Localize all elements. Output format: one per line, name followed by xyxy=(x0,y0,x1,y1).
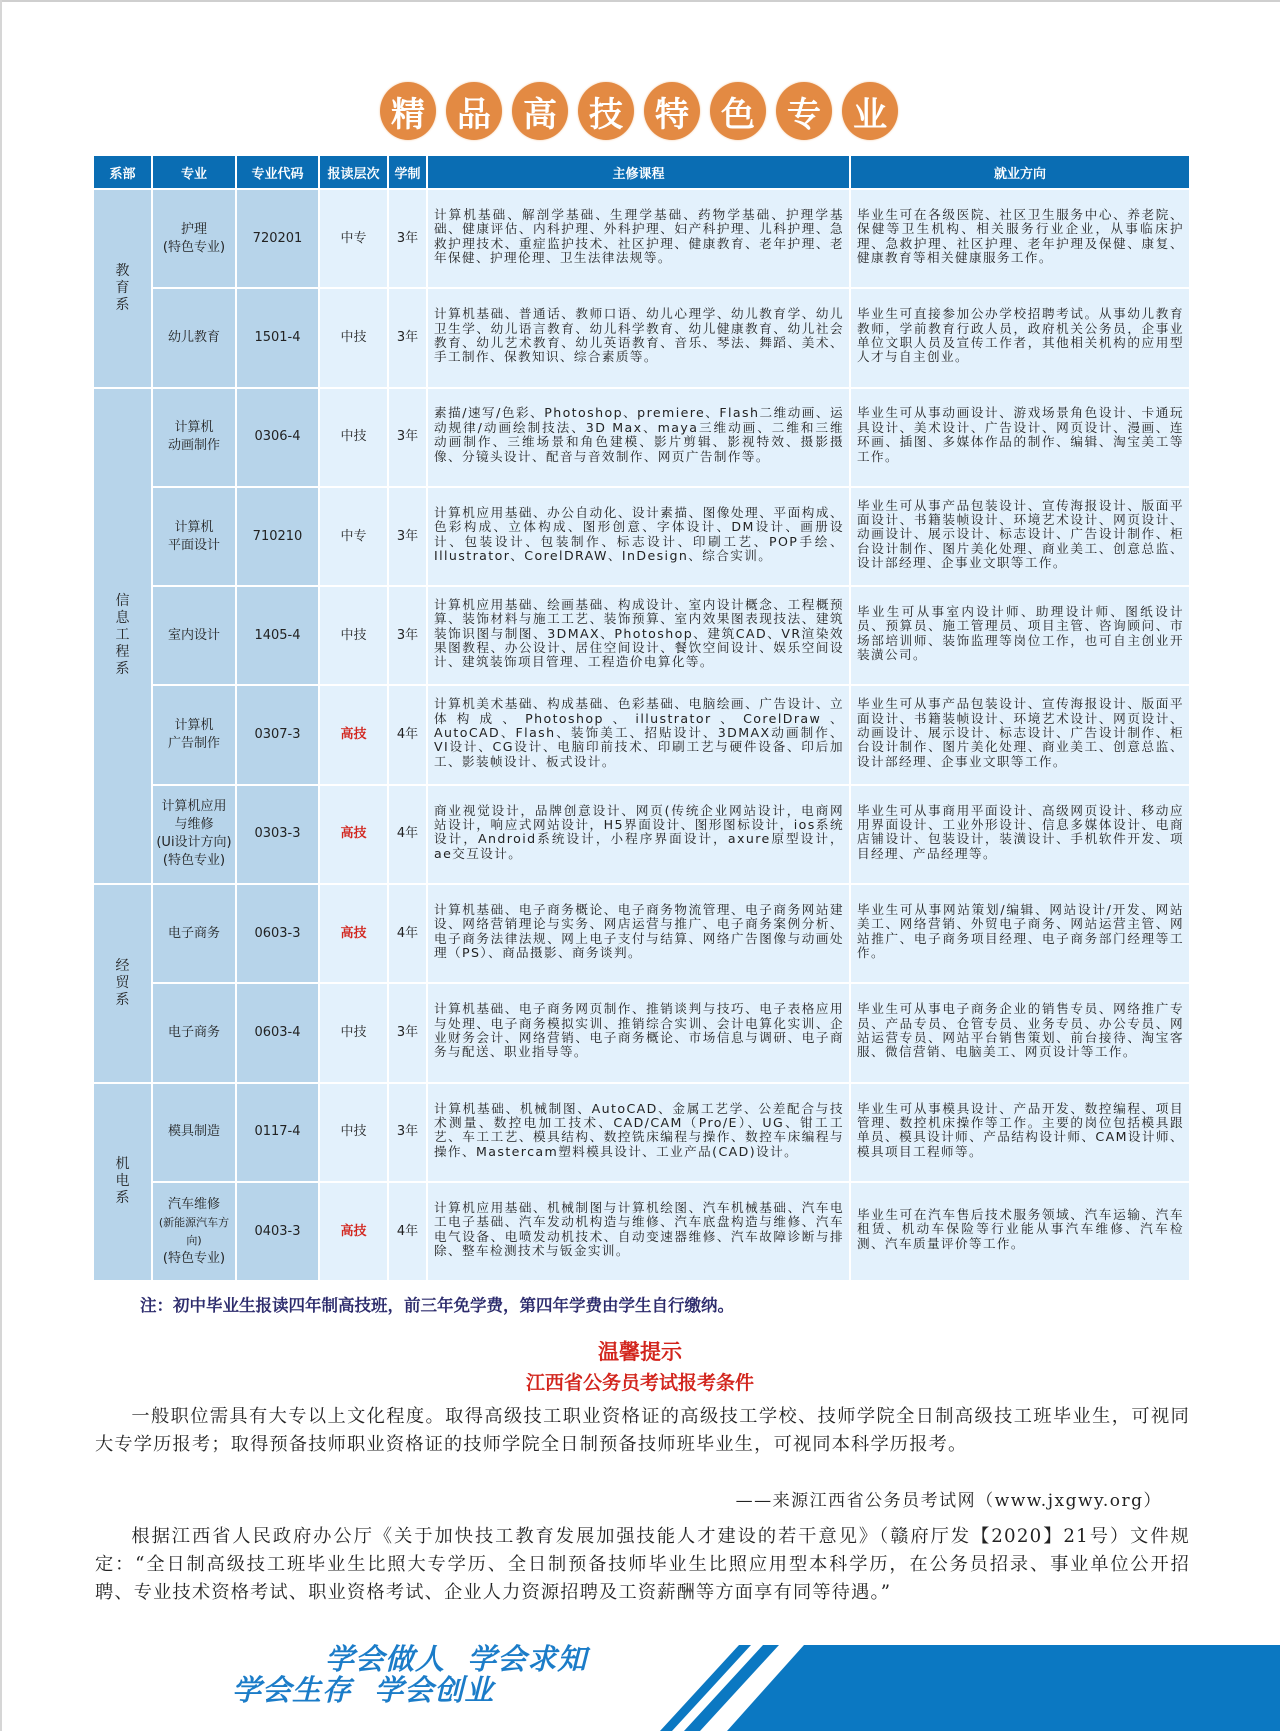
courses-cell: 素描/速写/色彩、Photoshop、premiere、Flash二维动画、运动规律/动画绘制技法、3D Max、maya三维动画、二维和三维动画制作、三维场景和角色建模、影片剪辑、影视特效、摄影摄像、分镜头设计、配音与音效制作、网页广告制作等。 xyxy=(427,388,850,487)
years-cell: 3年 xyxy=(388,487,427,586)
table-row xyxy=(93,586,1190,685)
tips-title: 温馨提示 xyxy=(598,1340,682,1364)
department-cell xyxy=(93,1083,152,1282)
major-name-line: (特色专业) xyxy=(162,239,226,255)
table-row xyxy=(93,1083,1190,1182)
major-code-cell: 0306-4 xyxy=(236,388,319,487)
jobs-cell: 毕业生可直接参加公办学校招聘考试。从事幼儿教育教师，学前教育行政人员，政府机关公务员，企事业单位文职人员及宣传工作者，其他相关机构的应用型人才与自主创业。 xyxy=(850,288,1190,387)
tips-paragraph-1: 一般职位需具有大专以上文化程度。取得高级技工职业资格证的高级技工学校、技师学院全日制高级技工班毕业生，可视同大专学历报考；取得预备技师职业资格证的技师学院全日制预备技师班毕业生，可视同本科学历报考。 xyxy=(95,1406,1190,1455)
table-row xyxy=(93,1182,1190,1281)
department-name: 信息工程系 xyxy=(115,593,130,678)
courses-cell: 计算机基础、电子商务概论、电子商务物流管理、电子商务网站建设、网络营销理论与实务、网店运营与推广、电子商务案例分析、电子商务法律法规、网上电子支付与结算、网络广告图像与动画处理（PS）、商品摄影、商务谈判。 xyxy=(427,884,850,983)
column-header: 报读层次 xyxy=(319,156,388,189)
major-code-cell: 720201 xyxy=(236,189,319,288)
table-row xyxy=(93,388,1190,487)
years-cell: 4年 xyxy=(388,685,427,784)
major-cell xyxy=(152,685,236,784)
major-name-line: 平面设计 xyxy=(167,537,220,553)
major-name-line: (特色专业) xyxy=(162,1250,226,1266)
jobs-cell: 毕业生可从事电子商务企业的销售专员、网络推广专员、产品专员、仓管专员、业务专员、办公专员、网站运营专员、网站平台销售策划、前台接待、淘宝客服、微信营销、电脑美工、网页设计等工作。 xyxy=(850,983,1190,1082)
major-cell xyxy=(152,288,236,387)
major-code-cell: 1405-4 xyxy=(236,586,319,685)
major-code-cell: 0307-3 xyxy=(236,685,319,784)
major-cell xyxy=(152,388,236,487)
courses-cell: 计算机基础、机械制图、AutoCAD、金属工艺学、公差配合与技术测量、数控电加工技术、CAD/CAM（Pro/E）、UG、钳工工艺、车工工艺、模具结构、数控铣床编程与操作、数控车床编程与操作、Mastercam塑料模具设计、工业产品(CAD)设计。 xyxy=(427,1083,850,1182)
title-circle-char: 精 xyxy=(380,82,436,140)
courses-cell: 计算机应用基础、办公自动化、设计素描、图像处理、平面构成、色彩构成、立体构成、图形创意、字体设计、DM设计、画册设计、包装设计、包装制作、标志设计、印刷工艺、POP手绘、Illustrator、CorelDRAW、InDesign、综合实训。 xyxy=(427,487,850,586)
table-row xyxy=(93,189,1190,288)
major-code-cell: 0117-4 xyxy=(236,1083,319,1182)
courses-cell: 计算机基础、普通话、教师口语、幼儿心理学、幼儿教育学、幼儿卫生学、幼儿语言教育、幼儿科学教育、幼儿健康教育、幼儿社会教育、幼儿艺术教育、幼儿英语教育、音乐、琴法、舞蹈、美术、手工制作、保教知识、综合素质等。 xyxy=(427,288,850,387)
major-cell xyxy=(152,487,236,586)
jobs-cell: 毕业生可从事产品包装设计、宣传海报设计、版面平面设计、书籍装帧设计、环境艺术设计、网页设计、动画设计、展示设计、标志设计、广告设计制作、柜台设计制作、图片美化处理、商业美工、创意总监、设计部经理、企事业文职等工作。 xyxy=(850,685,1190,784)
years-cell: 3年 xyxy=(388,983,427,1082)
major-name-line: (特色专业) xyxy=(162,853,226,869)
title-circle-char: 高 xyxy=(512,82,568,140)
major-name-line: 电子商务 xyxy=(167,925,220,941)
major-name-line: (Ui设计方向) xyxy=(156,835,232,851)
column-header: 就业方向 xyxy=(850,156,1190,189)
column-header: 系部 xyxy=(93,156,152,189)
tips-subtitle: 江西省公务员考试报考条件 xyxy=(525,1372,754,1394)
jobs-cell: 毕业生可从事产品包装设计、宣传海报设计、版面平面设计、书籍装帧设计、环境艺术设计、网页设计、动画设计、展示设计、标志设计、广告设计制作、柜台设计制作、图片美化处理、商业美工、创意总监、设计部经理、企事业文职等工作。 xyxy=(850,487,1190,586)
courses-cell: 计算机美术基础、构成基础、色彩基础、电脑绘画、广告设计、立体构成、Photoshop、illustrator、CorelDraw、AutoCAD、Flash、装饰美工、招贴设计、3DMAX动画制作、VI设计、CG设计、电脑印前技术、印刷工艺与硬件设备、印后加工、影装帧设计、板式设计。 xyxy=(427,685,850,784)
jobs-cell: 毕业生可从事动画设计、游戏场景角色设计、卡通玩具设计、美术设计、广告设计、网页设计、漫画、连环画、插图、多媒体作品的制作、编辑、淘宝美工等工作。 xyxy=(850,388,1190,487)
band-block xyxy=(727,1645,1280,1731)
table-row xyxy=(93,288,1190,387)
column-header: 学制 xyxy=(388,156,427,189)
majors-table xyxy=(92,156,1191,1282)
level-cell: 中技 xyxy=(319,586,388,685)
level-cell: 中专 xyxy=(319,487,388,586)
major-name-line: 广告制作 xyxy=(167,736,220,752)
jobs-cell: 毕业生可在汽车售后技术服务领域、汽车运输、汽车租赁、机动车保险等行业能从事汽车维修、汽车检测、汽车质量评价等工作。 xyxy=(850,1182,1190,1281)
level-cell: 中技 xyxy=(319,983,388,1082)
department-cell xyxy=(93,189,152,388)
jobs-cell: 毕业生可从事室内设计师、助理设计师、图纸设计员、预算员、施工管理员、项目主管、咨询顾问、市场部培训师、装饰监理等岗位工作，也可自主创业开装潢公司。 xyxy=(850,586,1190,685)
page-title xyxy=(380,82,898,140)
tuition-note: 注：初中毕业生报读四年制高技班，前三年免学费，第四年学费由学生自行缴纳。 xyxy=(140,1296,734,1315)
department-cell xyxy=(93,388,152,884)
major-name-line: 计算机 xyxy=(174,718,214,734)
courses-cell: 计算机基础、电子商务网页制作、推销谈判与技巧、电子表格应用与处理、电子商务模拟实训、推销综合实训、会计电算化实训、企业财务会计、网络营销、电子商务概论、市场信息与调研、电子商务与配送、职业指导等。 xyxy=(427,983,850,1082)
years-cell: 4年 xyxy=(388,785,427,884)
major-cell xyxy=(152,983,236,1082)
table-row xyxy=(93,487,1190,586)
major-cell xyxy=(152,1083,236,1182)
column-header: 专业代码 xyxy=(236,156,319,189)
table-row xyxy=(93,983,1190,1082)
level-cell: 高技 xyxy=(319,884,388,983)
title-circle-char: 品 xyxy=(446,82,502,140)
major-code-cell: 0303-3 xyxy=(236,785,319,884)
blue-band-decoration xyxy=(0,1645,1280,1731)
slogan-line-1: 学会做人 学会求知 xyxy=(325,1642,588,1676)
column-header: 专业 xyxy=(152,156,236,189)
title-circle-char: 技 xyxy=(578,82,634,140)
level-cell: 中专 xyxy=(319,189,388,288)
level-cell: 高技 xyxy=(319,685,388,784)
title-circle-char: 特 xyxy=(644,82,700,140)
major-name-line: 幼儿教育 xyxy=(167,329,220,345)
table-row xyxy=(93,685,1190,784)
major-name-line: 汽车维修 xyxy=(167,1196,220,1212)
courses-cell: 计算机应用基础、绘画基础、构成设计、室内设计概念、工程概预算、装饰材料与施工工艺、装饰预算、室内效果图表现技法、建筑装饰识图与制图、3DMAX、Photoshop、建筑CAD、VR渲染效果图教程、办公设计、居住空间设计、餐饮空间设计、娱乐空间设计、建筑装饰项目管理、工程造价电算化等。 xyxy=(427,586,850,685)
years-cell: 3年 xyxy=(388,288,427,387)
title-circle-char: 色 xyxy=(710,82,766,140)
level-cell: 高技 xyxy=(319,785,388,884)
major-code-cell: 0603-3 xyxy=(236,884,319,983)
years-cell: 3年 xyxy=(388,1083,427,1182)
major-name-line: 护理 xyxy=(180,221,207,237)
courses-cell: 商业视觉设计，品牌创意设计、网页(传统企业网站设计，电商网站设计，响应式网站设计，H5界面设计、图形图标设计，ios系统设计，Android系统设计，小程序界面设计，axure原型设计，ae交互设计。 xyxy=(427,785,850,884)
courses-cell: 计算机应用基础、机械制图与计算机绘图、汽车机械基础、汽车电工电子基础、汽车发动机构造与维修、汽车底盘构造与维修、汽车电气设备、电喷发动机技术、自动变速器维修、汽车故障诊断与排除、整车检测技术与钣金实训。 xyxy=(427,1182,850,1281)
years-cell: 3年 xyxy=(388,388,427,487)
major-code-cell: 0403-3 xyxy=(236,1182,319,1281)
page-border-left xyxy=(0,0,2,1731)
major-name-line: 计算机 xyxy=(174,420,214,436)
jobs-cell: 毕业生可从事网站策划/编辑、网站设计/开发、网站美工、网络营销、外贸电子商务、网站运营主管、网站推广、电子商务项目经理、电子商务部门经理等工作。 xyxy=(850,884,1190,983)
major-cell xyxy=(152,1182,236,1281)
major-cell xyxy=(152,884,236,983)
department-name: 教育系 xyxy=(115,262,130,313)
major-name-line: 电子商务 xyxy=(167,1025,220,1041)
table-row xyxy=(93,884,1190,983)
title-circle-char: 业 xyxy=(842,82,898,140)
major-name-line: 室内设计 xyxy=(167,627,220,643)
column-header: 主修课程 xyxy=(427,156,850,189)
tips-source: ——来源江西省公务员考试网（www.jxgwy.org） xyxy=(735,1491,1162,1511)
level-cell: 中技 xyxy=(319,388,388,487)
years-cell: 3年 xyxy=(388,189,427,288)
major-name-line: 模具制造 xyxy=(167,1124,220,1140)
title-circle-char: 专 xyxy=(776,82,832,140)
level-cell: 高技 xyxy=(319,1182,388,1281)
slogan-line-2: 学会生存 学会创业 xyxy=(232,1673,495,1707)
level-cell: 中技 xyxy=(319,288,388,387)
major-name-line: (新能源汽车方向) xyxy=(158,1215,230,1247)
jobs-cell: 毕业生可从事商用平面设计、高级网页设计、移动应用界面设计、工业外形设计、信息多媒体设计、电商店铺设计、包装设计，装潢设计、手机软件开发、项目经理、产品经理等。 xyxy=(850,785,1190,884)
major-code-cell: 0603-4 xyxy=(236,983,319,1082)
major-cell xyxy=(152,586,236,685)
years-cell: 4年 xyxy=(388,1182,427,1281)
major-cell xyxy=(152,785,236,884)
table-row xyxy=(93,785,1190,884)
years-cell: 4年 xyxy=(388,884,427,983)
major-code-cell: 710210 xyxy=(236,487,319,586)
major-name-line: 动画制作 xyxy=(167,438,220,454)
years-cell: 3年 xyxy=(388,586,427,685)
major-name-line: 计算机 xyxy=(174,519,214,535)
major-code-cell: 1501-4 xyxy=(236,288,319,387)
major-name-line: 与维修 xyxy=(174,817,214,833)
jobs-cell: 毕业生可从事模具设计、产品开发、数控编程、项目管理、数控机床操作等工作。主要的岗位包括模具跟单员、模具设计师、产品结构设计师、CAM设计师、模具项目工程师等。 xyxy=(850,1083,1190,1182)
department-name: 机电系 xyxy=(115,1156,130,1207)
jobs-cell: 毕业生可在各级医院、社区卫生服务中心、养老院、保健等卫生机构、相关服务行业企业，从事临床护理、急救护理、社区护理、老年护理及保健、康复、健康教育等相关健康服务工作。 xyxy=(850,189,1190,288)
department-name: 经贸系 xyxy=(115,957,130,1008)
tips-paragraph-2: 根据江西省人民政府办公厅《关于加快技工教育发展加强技能人才建设的若干意见》（赣府厅发【2020】21号）文件规定：“全日制高级技工班毕业生比照大专学历、全日制预备技师毕业生比照应用型本科学历，在公务员招录、事业单位公开招聘、专业技术资格考试、职业资格考试、企业人力资源招聘及工资薪酬等方面享有同等待遇。” xyxy=(95,1526,1190,1603)
level-cell: 中技 xyxy=(319,1083,388,1182)
table-header-row xyxy=(93,156,1190,189)
page-border-top xyxy=(0,0,1280,2)
major-cell xyxy=(152,189,236,288)
courses-cell: 计算机基础、解剖学基础、生理学基础、药物学基础、护理学基础、健康评估、内科护理、外科护理、妇产科护理、儿科护理、急救护理技术、重症监护技术、社区护理、健康教育、老年护理、老年保健、护理伦理、卫生法律法规等。 xyxy=(427,189,850,288)
major-name-line: 计算机应用 xyxy=(161,799,227,815)
department-cell xyxy=(93,884,152,1083)
